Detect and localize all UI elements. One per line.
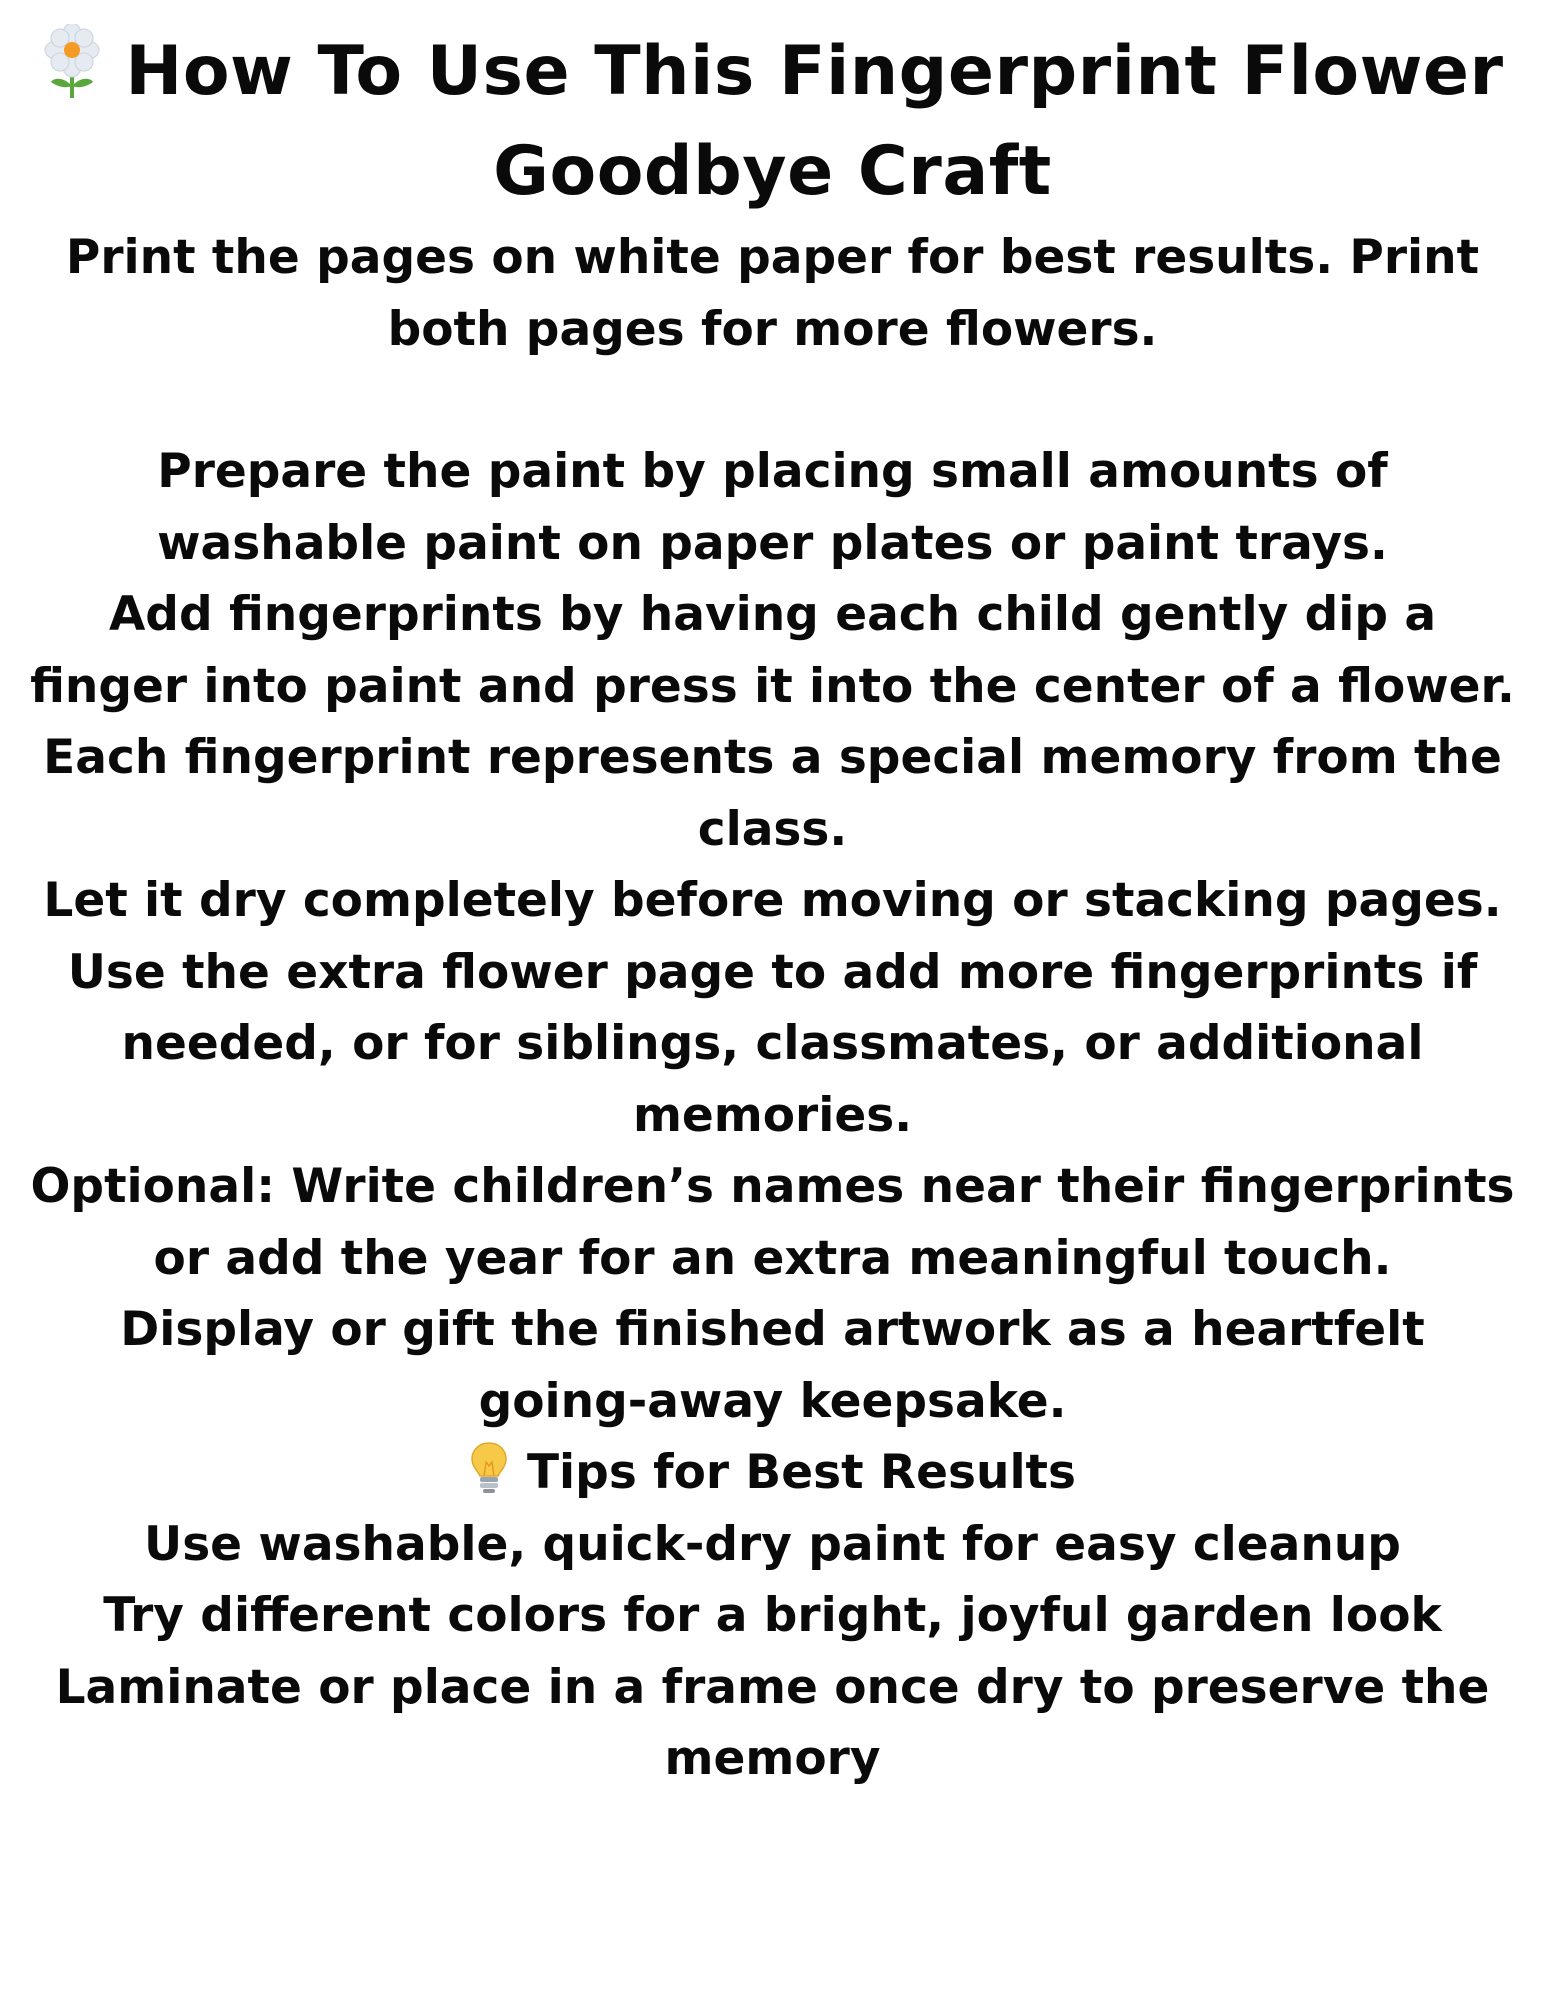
daisy-flower-icon [41,24,103,100]
tips-heading-text: Tips for Best Results [527,1445,1076,1500]
tip-different-colors: Try different colors for a bright, joyful garden look [103,1588,1442,1643]
page-title-text: How To Use This Fingerprint Flower Goodbye Craft [125,32,1504,211]
tip-laminate: Laminate or place in a frame once dry to preserve the memory [55,1659,1490,1786]
step-optional-names: Optional: Write children’s names near their fingerprints or add the year for an extra meaningful touch. [30,1159,1515,1286]
lightbulb-icon [469,1440,509,1496]
intro-text: Print the pages on white paper for best results. Print both pages for more flowers. [65,230,1480,357]
spacer [30,365,1515,436]
step-special-memory: Each fingerprint represents a special memory from the class. [43,730,1502,857]
step-display-gift: Display or gift the finished artwork as a heartfelt going-away keepsake. [120,1302,1425,1429]
step-prepare-paint: Prepare the paint by placing small amounts of washable paint on paper plates or paint trays. [157,444,1388,571]
step-let-dry: Let it dry completely before moving or stacking pages. [43,873,1502,928]
step-add-fingerprints: Add fingerprints by having each child gently dip a finger into paint and press it into the center of a flower. [30,587,1515,714]
tip-washable-paint: Use washable, quick-dry paint for easy cleanup [144,1516,1401,1572]
tips-heading [30,1437,1515,1509]
step-extra-page: Use the extra flower page to add more fingerprints if needed, or for siblings, classmates, or additional memories. [67,944,1478,1143]
page-title [30,22,1515,222]
